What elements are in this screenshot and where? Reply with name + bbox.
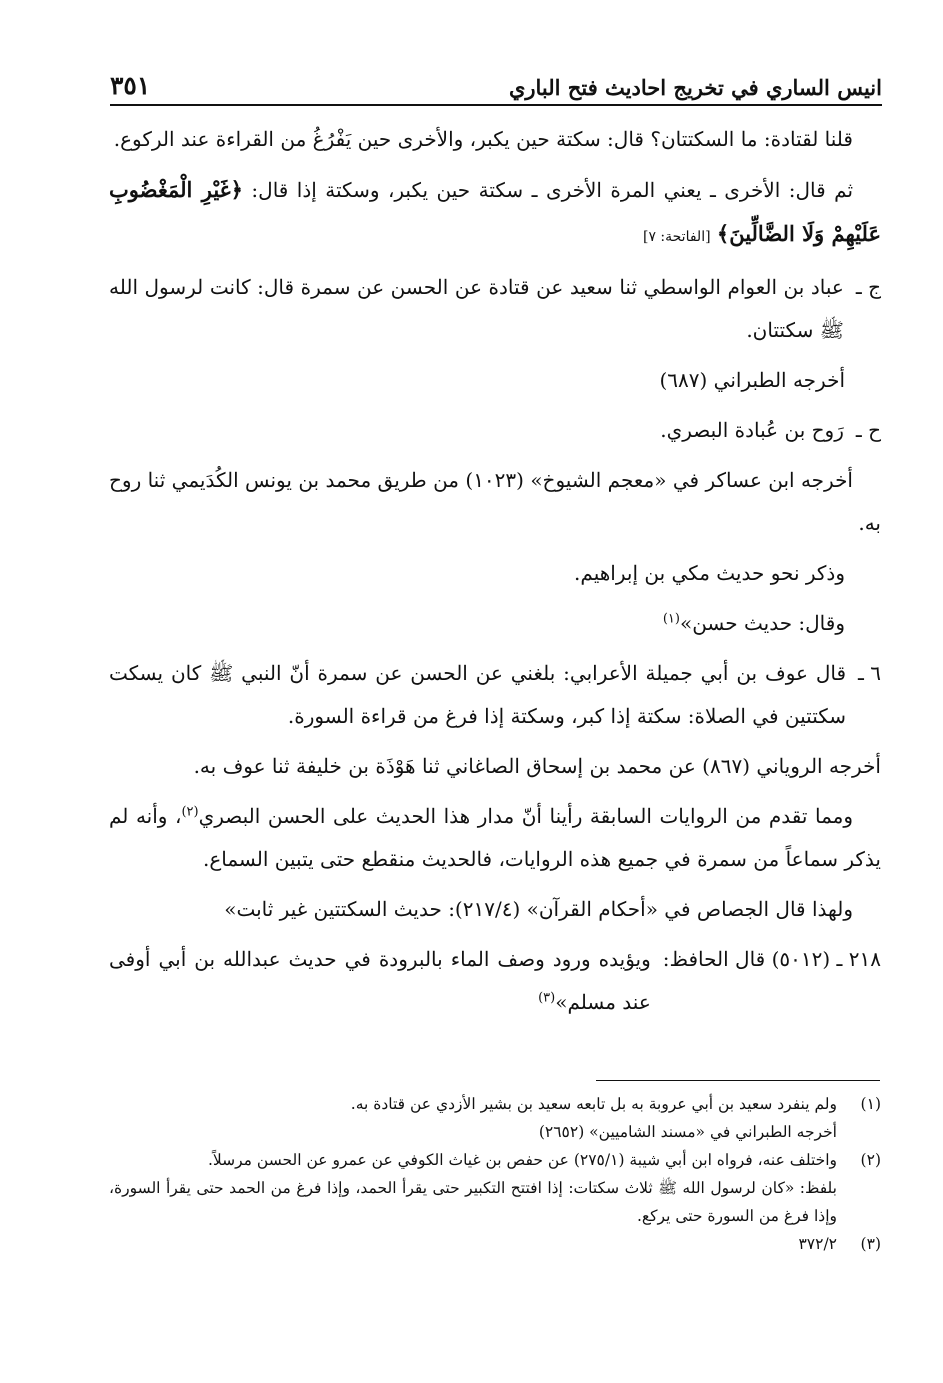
paragraph-text: ثم قال: الأخرى ـ يعني المرة الأخرى ـ سكتة حين يكبر، وسكتة إذا قال: xyxy=(251,178,854,202)
paragraph: قلنا لقتادة: ما السكتتان؟ قال: سكتة حين يكبر، والأخرى حين يَفْرُغُ من القراءة عند الركوع. xyxy=(113,127,853,151)
paragraph-text: وقال: حديث حسن» xyxy=(679,611,845,635)
footnote-text xyxy=(109,1230,837,1258)
footnote-number: (١) xyxy=(860,1095,881,1113)
running-title: انيس الساري في تخريج احاديث فتح الباري xyxy=(508,75,882,100)
paragraph: وذكر نحو حديث مكي بن إبراهيم. xyxy=(574,561,845,585)
footnote xyxy=(109,1090,881,1146)
footnote-separator xyxy=(596,1080,880,1081)
main-text xyxy=(109,118,881,1031)
item-label: ٢١٨ ـ (٥٠١٢) قال الحافظ: xyxy=(662,947,881,971)
paragraph-with-footnote xyxy=(109,602,881,645)
quran-reference: [الفاتحة: ٧] xyxy=(642,229,711,245)
item-text: رَوح بن عُبادة البصري. xyxy=(660,418,844,442)
footnote-line: ولم ينفرد سعيد بن أبي عروبة به بل تابعه سعيد بن بشير الأزدي عن قتادة به. xyxy=(350,1095,837,1113)
paragraph: أخرجه الروياني (٨٦٧) عن محمد بن إسحاق الصاغاني ثنا هَوْذَة بن خليفة ثنا عوف به. xyxy=(193,754,881,778)
paragraph-text: ومما تقدم من الروايات السابقة رأينا أنّ مدار هذا الحديث على الحسن البصري xyxy=(198,804,854,828)
footnote-text xyxy=(109,1090,837,1146)
page-number: ٣٥١ xyxy=(110,71,151,100)
item-text: عباد بن العوام الواسطي ثنا سعيد عن قتادة عن الحسن عن سمرة قال: كانت لرسول الله ﷺ سكتتان. xyxy=(109,275,844,342)
footnote-line: ٣٧٢/٢ xyxy=(798,1235,837,1253)
item-label: ح ـ xyxy=(855,418,881,442)
paragraph-quran-quote xyxy=(109,168,881,259)
quran-verse: ﴿غَيْرِ الْمَغْضُوبِ عَلَيْهِمْ وَلَا الضَّالِّينَ﴾ xyxy=(109,177,881,246)
page-header xyxy=(110,58,882,106)
list-item xyxy=(109,652,881,738)
footnote-ref: (٢) xyxy=(181,804,199,820)
item-label: ج ـ xyxy=(855,275,881,299)
footnote-ref: (١) xyxy=(662,611,680,627)
paragraph-with-footnote xyxy=(109,795,881,881)
item-text-with-footnote xyxy=(109,938,651,1024)
footnote-number: (٣) xyxy=(860,1235,881,1253)
footnote-ref: (٣) xyxy=(538,990,556,1006)
footnote-line: أخرجه الطبراني في «مسند الشاميين» (٢٦٥٢) xyxy=(538,1123,837,1141)
list-item xyxy=(109,266,881,352)
item-text: قال عوف بن أبي جميلة الأعرابي: بلغني عن الحسن عن سمرة أنّ النبي ﷺ كان يسكت سكتتين في الصلاة: سكتة إذا كبر، وسكتة إذا فرغ من قراءة السورة. xyxy=(109,661,847,728)
footnote xyxy=(109,1230,881,1258)
list-item xyxy=(109,409,881,452)
paragraph: ولهذا قال الجصاص في «أحكام القرآن» (٢١٧/٤): حديث السكتتين غير ثابت» xyxy=(224,897,853,921)
footnote-line: بلفظ: «كان لرسول الله ﷺ ثلاث سكتات: إذا افتتح التكبير حتى يقرأ الحمد، وإذا فرغ من الحمد حتى يقرأ السورة، وإذا فرغ من السورة حتى يركع. xyxy=(109,1179,837,1225)
paragraph-text: ، وأنه لم يذكر سماعاً من سمرة في جميع هذه الروايات، فالحديث منقطع حتى يتبين السماع. xyxy=(109,804,881,871)
footnote-line: واختلف عنه، فرواه ابن أبي شيبة (٢٧٥/١) عن حفص بن غياث الكوفي عن عمرو عن الحسن مرسلاً. xyxy=(207,1151,837,1169)
footnotes xyxy=(109,1090,881,1258)
takhrij-line: أخرجه الطبراني (٦٨٧) xyxy=(659,368,845,392)
numbered-item xyxy=(109,938,881,1024)
item-label: ٦ ـ xyxy=(858,661,881,685)
footnote-text xyxy=(109,1146,837,1230)
item-text: ويؤيده ورود وصف الماء بالبرودة في حديث عبدالله بن أبي أوفى عند مسلم» xyxy=(109,947,651,1014)
footnote xyxy=(109,1146,881,1230)
paragraph: أخرجه ابن عساكر في «معجم الشيوخ» (١٠٢٣) من طريق محمد بن يونس الكُدَيمي ثنا روح به. xyxy=(109,468,881,535)
footnote-number: (٢) xyxy=(860,1151,881,1169)
